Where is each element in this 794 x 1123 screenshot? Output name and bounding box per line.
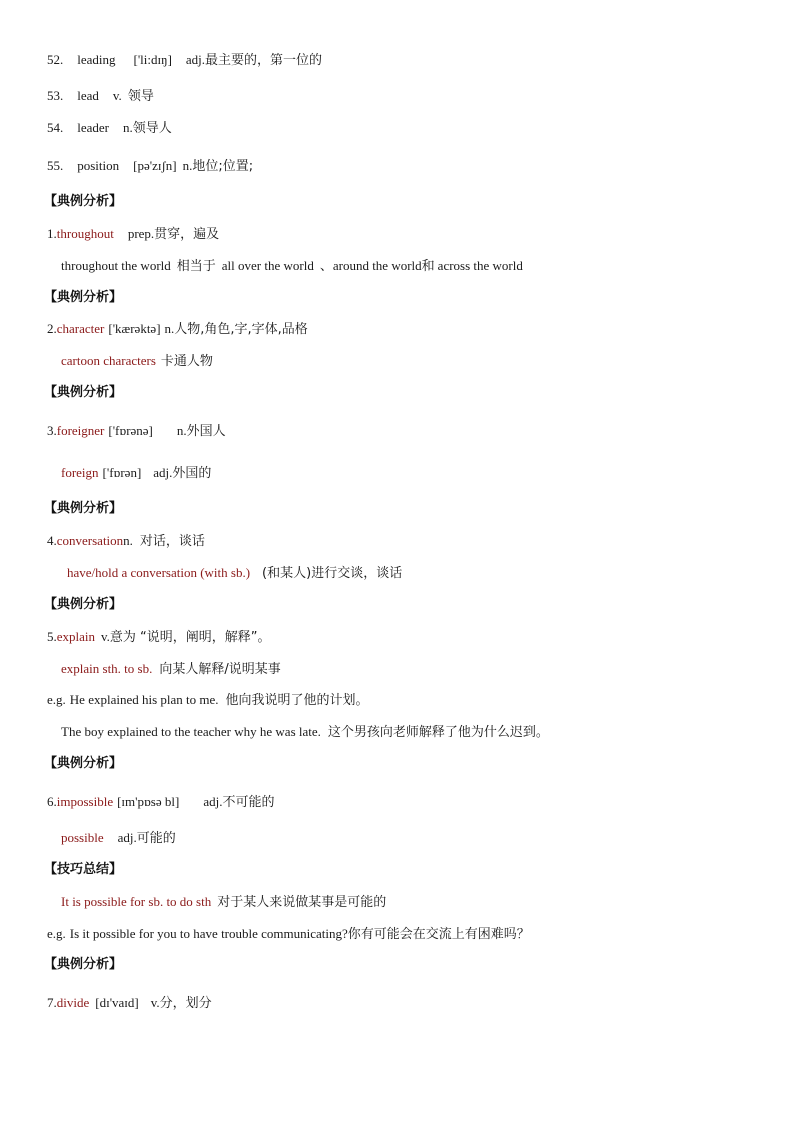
part-of-speech: adj. xyxy=(153,465,173,480)
part-of-speech: n. xyxy=(176,423,187,438)
item-3-related xyxy=(61,464,211,483)
part-of-speech: prep. xyxy=(127,226,155,241)
item-6-row xyxy=(47,793,274,812)
part-of-speech: v. xyxy=(112,88,122,103)
phrase: throughout the world xyxy=(61,258,171,273)
item-number: 2. xyxy=(47,321,57,336)
section-heading: 【典例分析】 xyxy=(44,385,123,400)
example-translation: 你有可能会在交流上有困难吗？ xyxy=(347,927,530,942)
part-of-speech: n. xyxy=(123,533,133,548)
part-of-speech: adj. xyxy=(117,830,137,845)
item-1-note xyxy=(61,257,523,276)
example-phrase: cartoon characters xyxy=(61,353,156,368)
related-word: possible xyxy=(61,830,104,845)
related-word: foreign xyxy=(61,465,99,480)
phonetic: [pə'zɪʃn] xyxy=(133,158,177,173)
meaning: 外国的 xyxy=(172,466,212,481)
meaning: 外国人 xyxy=(186,424,226,439)
example-translation: 卡通人物 xyxy=(160,354,213,369)
section-heading: 【典例分析】 xyxy=(44,501,123,516)
phonetic: ['kærəktə] xyxy=(108,321,161,336)
tip-phrase: It is possible for sb. to do sth xyxy=(61,894,212,909)
phonetic: ['fɒrənə] xyxy=(108,423,153,438)
item-5-example xyxy=(61,660,281,679)
word: explain xyxy=(56,629,96,644)
meaning: 人物,角色,字,字体,品格 xyxy=(174,322,308,337)
eg-label: e.g. xyxy=(47,926,66,941)
phrase: 、around the world xyxy=(319,258,422,273)
item-5-eg-1 xyxy=(47,691,369,710)
item-5-row xyxy=(47,628,271,647)
item-2-example xyxy=(61,352,213,371)
item-6-related xyxy=(61,829,176,848)
item-number: 52. xyxy=(47,52,64,67)
part-of-speech: v. xyxy=(101,629,110,644)
note-text: 和 xyxy=(421,259,435,274)
meaning: 不可能的 xyxy=(222,795,275,810)
tip-heading: 【技巧总结】 xyxy=(44,862,123,877)
example-sentence: He explained his plan to me. xyxy=(69,692,219,707)
part-of-speech: n. xyxy=(123,120,133,135)
word: leader xyxy=(77,120,110,135)
item-7-row xyxy=(47,994,212,1013)
item-number: 5. xyxy=(47,629,57,644)
section-heading: 【典例分析】 xyxy=(44,597,123,612)
eg-label: e.g. xyxy=(47,692,66,707)
item-number: 3. xyxy=(47,423,57,438)
vocab-row-53 xyxy=(47,87,154,106)
word: conversation xyxy=(56,533,124,548)
example-sentence: Is it possible for you to have trouble communicating? xyxy=(69,926,348,941)
meaning: 贯穿，遍及 xyxy=(154,227,220,242)
part-of-speech: v. xyxy=(150,995,160,1010)
phrase: all over the world xyxy=(221,258,314,273)
section-heading: 【典例分析】 xyxy=(44,290,123,305)
item-6-tip xyxy=(61,893,386,912)
note-text: 相当于 xyxy=(176,259,216,274)
item-number: 7. xyxy=(47,995,57,1010)
item-number: 6. xyxy=(47,794,57,809)
meaning: 地位;位置; xyxy=(192,159,254,174)
meaning: 对话，谈话 xyxy=(139,534,205,549)
item-number: 4. xyxy=(47,533,57,548)
meaning: 领导人 xyxy=(132,121,172,136)
meaning: 领导 xyxy=(127,89,154,104)
example-translation: 他向我说明了他的计划。 xyxy=(225,693,369,708)
word: leading xyxy=(77,52,116,67)
word: foreigner xyxy=(56,423,105,438)
item-1-row xyxy=(47,225,219,244)
item-number: 54. xyxy=(47,120,64,135)
meaning: 意为 “说明，阐明，解释”。 xyxy=(109,630,271,645)
word: lead xyxy=(77,88,99,103)
part-of-speech: adj. xyxy=(203,794,223,809)
vocab-row-55 xyxy=(47,157,253,176)
example-translation: (和某人)进行交谈，谈话 xyxy=(262,566,403,581)
section-heading: 【典例分析】 xyxy=(44,957,123,972)
item-number: 1. xyxy=(47,226,57,241)
word: throughout xyxy=(56,226,114,241)
item-6-eg xyxy=(47,925,530,944)
phonetic: [dɪ'vaɪd] xyxy=(95,995,139,1010)
example-sentence: The boy explained to the teacher why he was late. xyxy=(61,724,321,739)
tip-translation: 对于某人来说做某事是可能的 xyxy=(217,895,387,910)
vocab-row-54 xyxy=(47,119,172,138)
phrase: across the world xyxy=(437,258,523,273)
item-3-row xyxy=(47,422,226,441)
item-number: 55. xyxy=(47,158,64,173)
section-heading: 【典例分析】 xyxy=(44,756,123,771)
word: divide xyxy=(56,995,90,1010)
item-number: 53. xyxy=(47,88,64,103)
meaning: 分，划分 xyxy=(159,996,212,1011)
example-translation: 向某人解释/说明某事 xyxy=(159,662,281,677)
item-4-row xyxy=(47,532,205,551)
item-4-example xyxy=(67,564,402,583)
part-of-speech: n. xyxy=(182,158,193,173)
meaning: 最主要的，第一位的 xyxy=(205,53,323,68)
item-2-row xyxy=(47,320,308,339)
section-heading: 【典例分析】 xyxy=(44,194,123,209)
part-of-speech: n. xyxy=(164,321,175,336)
example-translation: 这个男孩向老师解释了他为什么迟到。 xyxy=(327,725,549,740)
word: character xyxy=(56,321,105,336)
phonetic: [ɪm'pɒsə bl] xyxy=(117,794,180,809)
example-phrase: have/hold a conversation (with sb.) xyxy=(67,565,251,580)
item-5-eg-2 xyxy=(61,723,549,742)
example-phrase: explain sth. to sb. xyxy=(61,661,153,676)
part-of-speech: adj. xyxy=(185,52,206,67)
word: impossible xyxy=(56,794,114,809)
vocab-row-52 xyxy=(47,51,322,70)
phonetic: ['fɒrən] xyxy=(102,465,142,480)
word: position xyxy=(77,158,120,173)
meaning: 可能的 xyxy=(136,831,176,846)
phonetic: ['li:dɪŋ] xyxy=(133,52,172,67)
